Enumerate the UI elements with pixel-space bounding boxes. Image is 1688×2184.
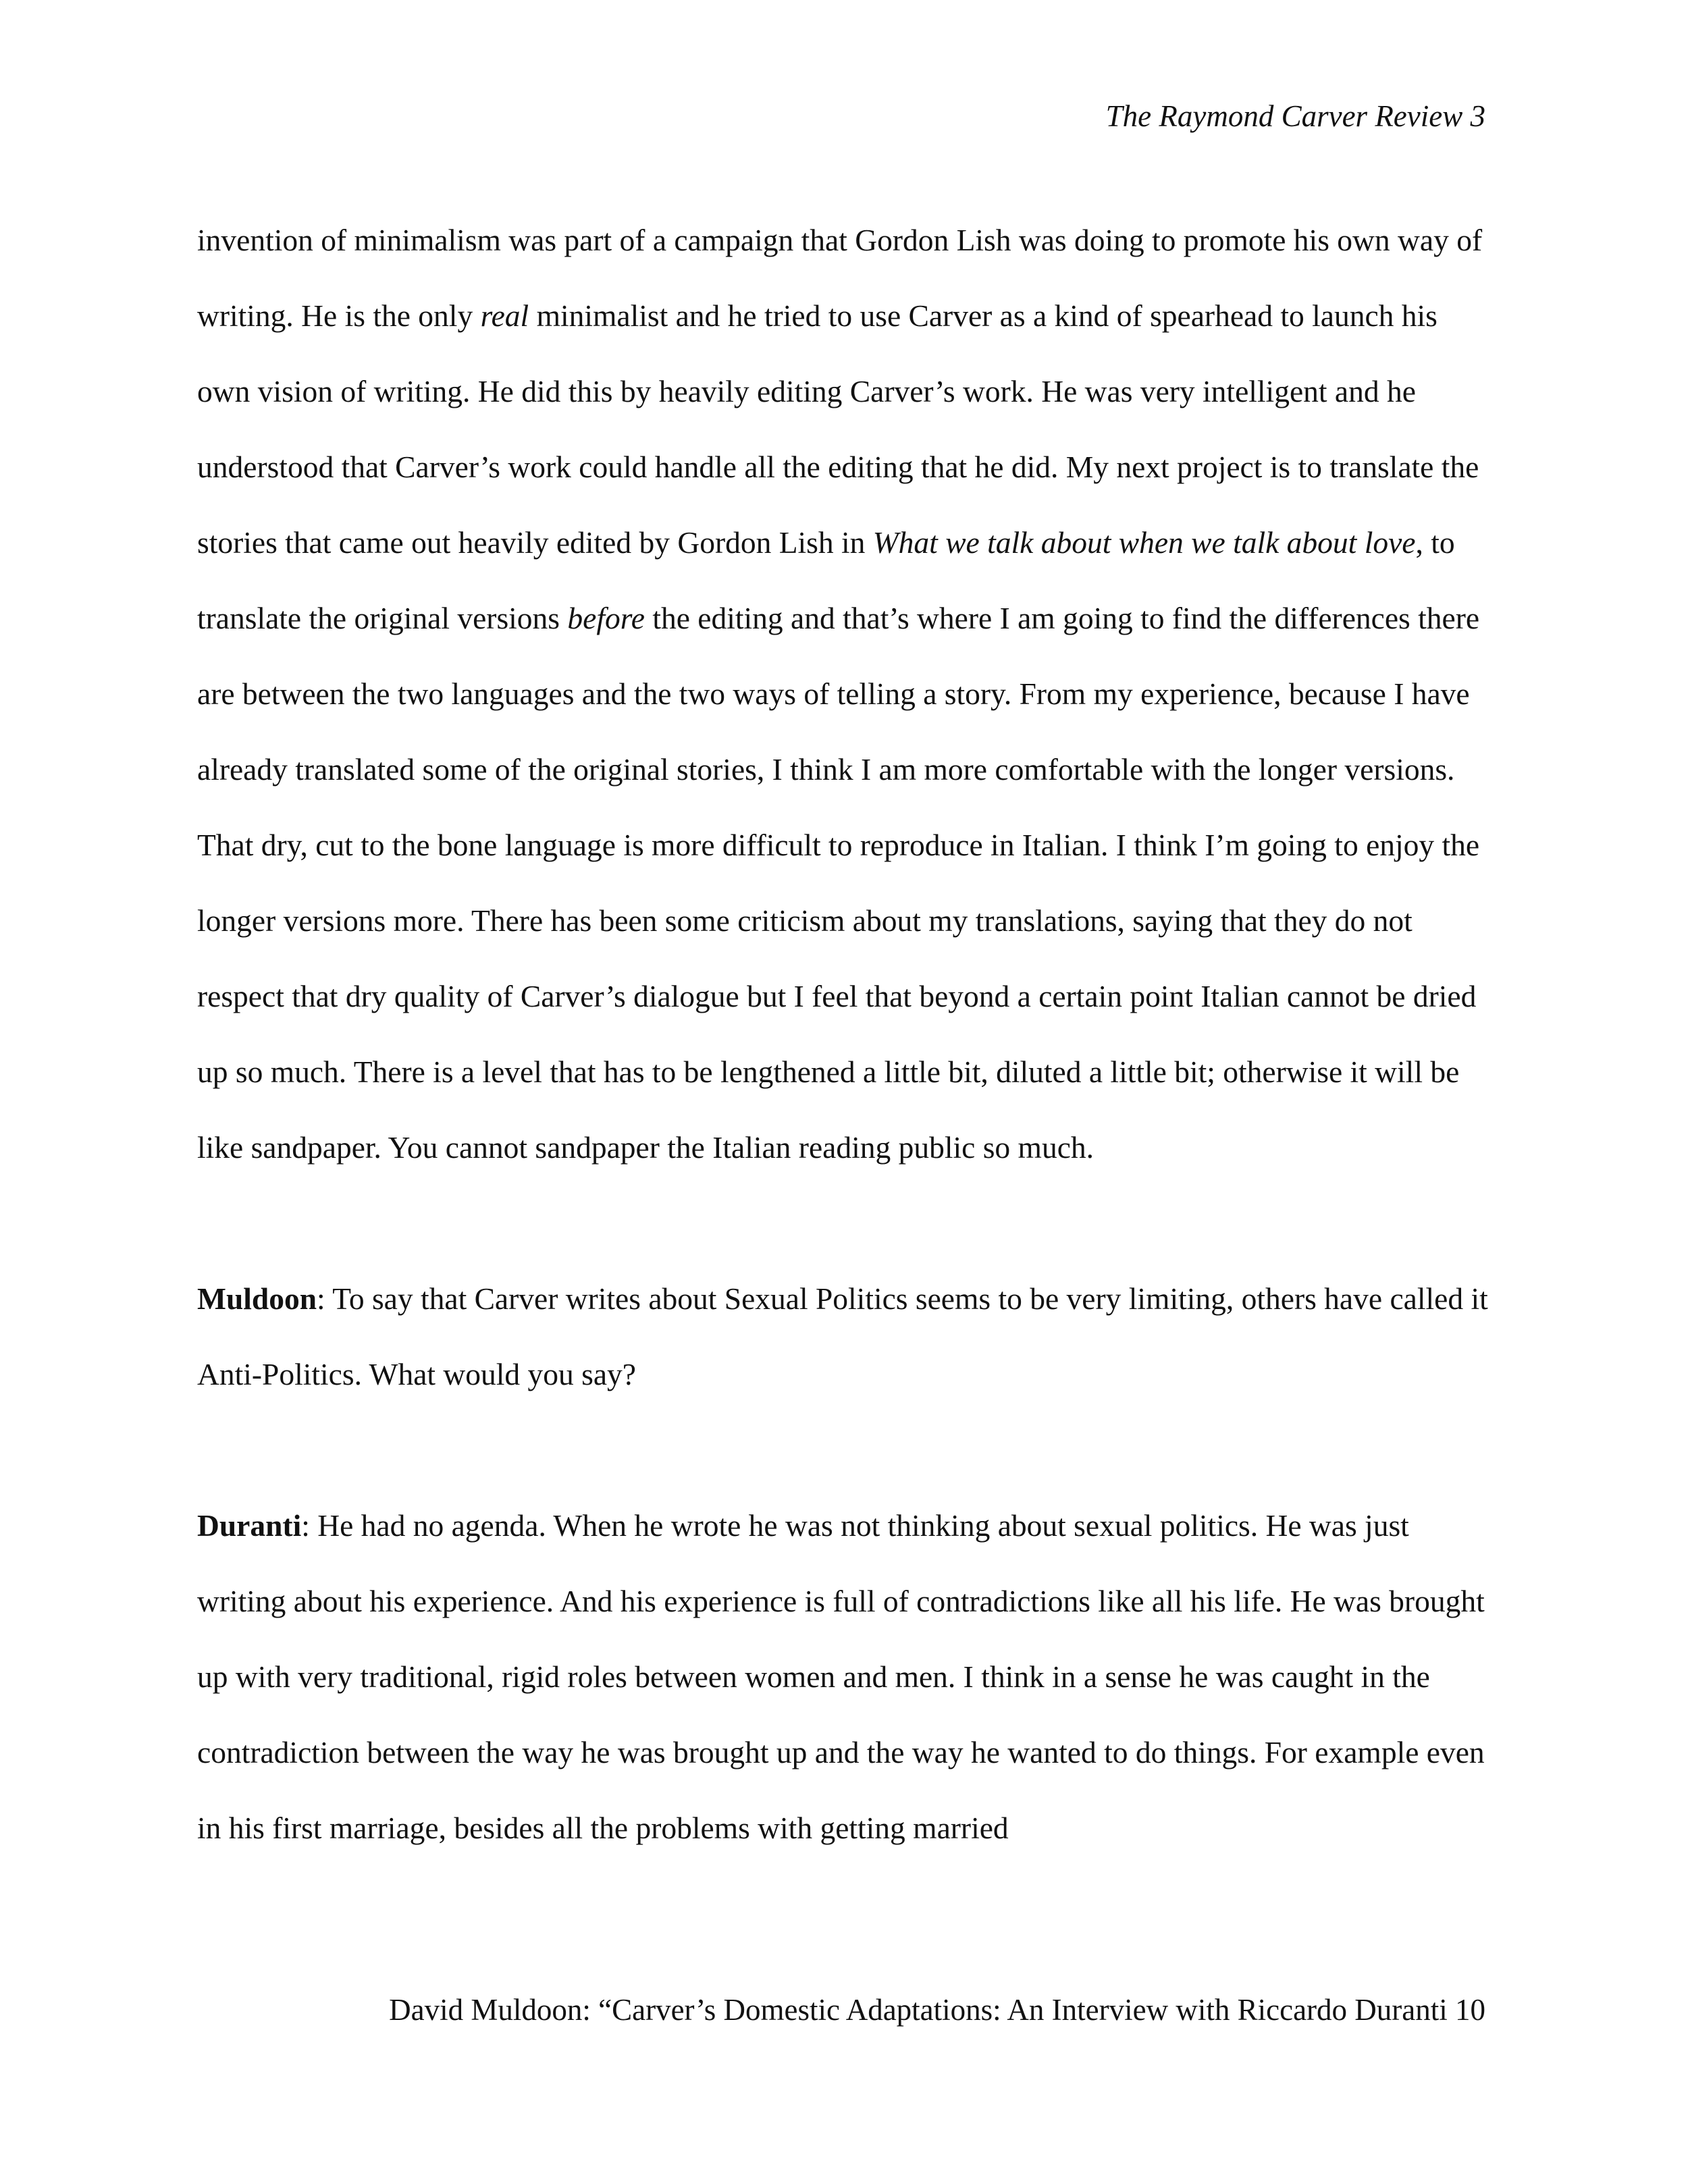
italic-run: before: [567, 601, 645, 635]
speaker-name: Duranti: [197, 1508, 302, 1543]
speaker-name: Muldoon: [197, 1281, 317, 1316]
text-run: minimalist and he tried to use Carver as a kind of spearhead to launch his own vision of writing. He did this by heavily editing Carver’s work. He was very intelligent and he understood that Carver’s work could handle all the editing that he did. My next project is to translate the stories that came out heavily edited by Gordon Lish in: [197, 298, 1479, 560]
paragraph-answer: [197, 1488, 1497, 1866]
page-body: [197, 203, 1497, 1866]
text-run: invention of minimalism was part of a campaign that Gordon Lish was doing to promote his own way of writing. He is the only: [197, 223, 1483, 333]
book-title: What we talk about when we talk about love: [872, 525, 1416, 560]
text-run: the editing and that’s where I am going to find the differences there are between the two languages and the two ways of telling a story. From my experience, because I have already translated some of the original stories, I think I am more comfortable with the longer versions. That dry, cut to the bone language is more difficult to reproduce in Italian. I think I’m going to enjoy the longer versions more. There has been some criticism about my translations, saying that they do not respect that dry quality of Carver’s dialogue but I feel that beyond a certain point Italian cannot be dried up so much. There is a level that has to be lengthened a little bit, diluted a little bit; otherwise it will be like sandpaper. You cannot sandpaper the Italian reading public so much.: [197, 601, 1480, 1165]
text-run: , to translate the original versions: [197, 525, 1455, 635]
answer-text: : He had no agenda. When he wrote he was not thinking about sexual politics. He was just writing about his experience. And his experience is full of contradictions like all his life. He was brought up with very traditional, rigid roles between women and men. I think in a sense he was caught in the contradiction between the way he was brought up and the way he wanted to do things. For example even in his first marriage, besides all the problems with getting married: [197, 1508, 1485, 1845]
question-text: : To say that Carver writes about Sexual Politics seems to be very limiting, others have called it Anti-Politics. What would you say?: [197, 1281, 1488, 1391]
running-header: The Raymond Carver Review 3: [1105, 99, 1485, 133]
italic-run: real: [480, 298, 529, 333]
page-footer: David Muldoon: “Carver’s Domestic Adaptations: An Interview with Riccardo Duranti 10: [389, 1993, 1485, 2027]
paragraph-question: [197, 1261, 1497, 1412]
paragraph-continuation: [197, 203, 1497, 1186]
